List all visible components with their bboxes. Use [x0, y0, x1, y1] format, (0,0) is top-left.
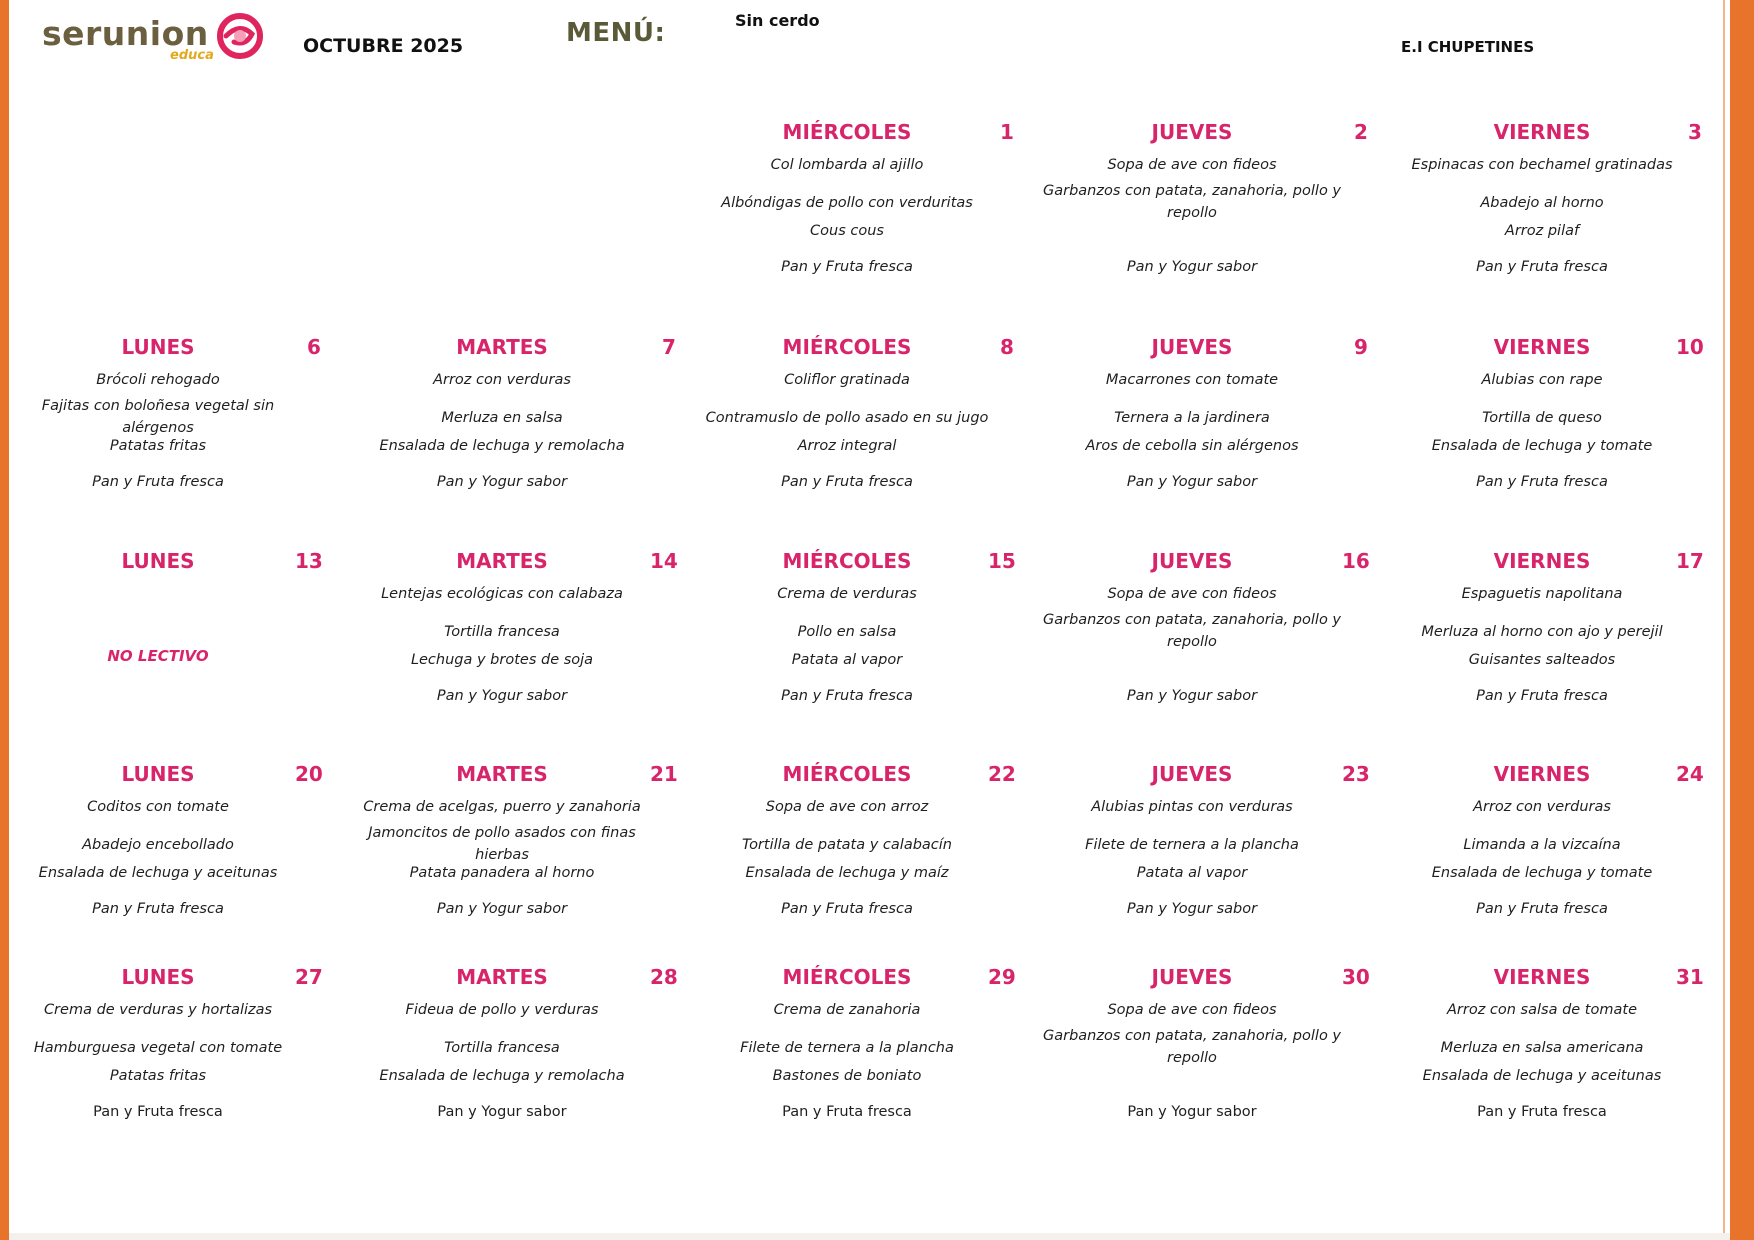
- dish-second-course: Garbanzos con patata, zanahoria, pollo y repollo: [1042, 1028, 1342, 1066]
- dish-side: Patatas fritas: [109, 1068, 207, 1084]
- dish-dessert: Pan y Fruta fresca: [781, 474, 913, 490]
- day-name: MARTES: [456, 335, 548, 359]
- day-cell: [14, 549, 323, 744]
- dish-side: Patata al vapor: [791, 652, 903, 668]
- day-cell: [14, 335, 321, 530]
- day-name: VIERNES: [1493, 965, 1591, 989]
- day-number: 7: [662, 335, 676, 359]
- dish-dessert: Pan y Fruta fresca: [92, 474, 224, 490]
- day-cell: [1042, 335, 1368, 530]
- dish-side: Lechuga y brotes de soja: [410, 652, 594, 668]
- day-number: 2: [1354, 120, 1368, 144]
- dish-second-course: Pollo en salsa: [797, 624, 897, 640]
- dish-second-course: Garbanzos con patata, zanahoria, pollo y repollo: [1042, 612, 1342, 650]
- dish-first-course: Col lombarda al ajillo: [770, 157, 924, 173]
- dish-side: Patata al vapor: [1136, 865, 1248, 881]
- dish-dessert: Pan y Yogur sabor: [1127, 1104, 1257, 1120]
- day-number: 8: [1000, 335, 1014, 359]
- dish-side: Guisantes salteados: [1468, 652, 1616, 668]
- dish-first-course: Coditos con tomate: [87, 799, 229, 815]
- dish-second-course: Contramuslo de pollo asado en su jugo: [705, 410, 989, 426]
- no-lectivo-label: NO LECTIVO: [107, 647, 209, 665]
- day-cell: [700, 965, 1016, 1160]
- dish-dessert: Pan y Fruta fresca: [1476, 901, 1608, 917]
- dish-second-course: Abadejo encebollado: [82, 837, 234, 853]
- dish-dessert: Pan y Yogur sabor: [436, 474, 568, 490]
- dish-dessert: Pan y Fruta fresca: [1476, 259, 1608, 275]
- dish-first-course: Sopa de ave con fideos: [1107, 157, 1277, 173]
- dish-side: Arroz integral: [797, 438, 897, 454]
- day-number: 22: [988, 762, 1016, 786]
- dish-first-course: Fideua de pollo y verduras: [405, 1002, 599, 1018]
- day-cell: [1042, 120, 1368, 315]
- day-number: 24: [1676, 762, 1704, 786]
- diet-label: Sin cerdo: [735, 11, 820, 30]
- dish-side: Ensalada de lechuga y tomate: [1431, 438, 1653, 454]
- dish-side: Arroz pilaf: [1504, 223, 1580, 239]
- day-name: JUEVES: [1151, 549, 1233, 573]
- day-name: JUEVES: [1151, 762, 1233, 786]
- dish-first-course: Arroz con salsa de tomate: [1446, 1002, 1637, 1018]
- day-cell: [1392, 762, 1704, 957]
- day-name: MARTES: [456, 549, 548, 573]
- dish-second-course: Hamburguesa vegetal con tomate: [33, 1040, 283, 1056]
- dish-second-course: Tortilla de queso: [1482, 410, 1602, 426]
- dish-first-course: Espinacas con bechamel gratinadas: [1411, 157, 1673, 173]
- day-number: 17: [1676, 549, 1704, 573]
- day-name: VIERNES: [1493, 549, 1591, 573]
- day-name: JUEVES: [1151, 965, 1233, 989]
- dish-dessert: Pan y Yogur sabor: [436, 688, 568, 704]
- school-name: E.I CHUPETINES: [1401, 38, 1535, 56]
- dish-first-course: Alubias con rape: [1481, 372, 1603, 388]
- day-name: JUEVES: [1151, 120, 1233, 144]
- day-number: 13: [295, 549, 323, 573]
- dish-dessert: Pan y Fruta fresca: [93, 1104, 223, 1120]
- day-cell: [356, 549, 678, 744]
- dish-side: Ensalada de lechuga y maíz: [745, 865, 949, 881]
- day-cell: [1392, 549, 1704, 744]
- page-edge-right: [1730, 0, 1754, 1240]
- day-cell: [356, 335, 676, 530]
- dish-second-course: Tortilla francesa: [444, 1040, 560, 1056]
- day-cell: [1042, 965, 1370, 1160]
- day-cell: [356, 965, 678, 1160]
- day-name: LUNES: [121, 965, 195, 989]
- day-cell: [700, 335, 1014, 530]
- dish-dessert: Pan y Yogur sabor: [437, 1104, 567, 1120]
- dish-dessert: Pan y Fruta fresca: [1476, 474, 1608, 490]
- day-name: MIÉRCOLES: [782, 965, 912, 989]
- day-cell: [1392, 335, 1704, 530]
- dish-side: Ensalada de lechuga y tomate: [1431, 865, 1653, 881]
- dish-side: Patata panadera al horno: [409, 865, 595, 881]
- dish-second-course: Garbanzos con patata, zanahoria, pollo y repollo: [1042, 183, 1342, 221]
- dish-dessert: Pan y Fruta fresca: [781, 688, 913, 704]
- dish-first-course: Crema de acelgas, puerro y zanahoria: [363, 799, 641, 815]
- dish-first-course: Sopa de ave con fideos: [1107, 1002, 1277, 1018]
- dish-first-course: Crema de verduras: [777, 586, 917, 602]
- dish-second-course: Merluza en salsa: [441, 410, 563, 426]
- day-number: 16: [1342, 549, 1370, 573]
- day-number: 20: [295, 762, 323, 786]
- dish-second-course: Abadejo al horno: [1480, 195, 1604, 211]
- dish-dessert: Pan y Yogur sabor: [436, 901, 568, 917]
- day-number: 10: [1676, 335, 1704, 359]
- day-name: MIÉRCOLES: [782, 335, 912, 359]
- dish-second-course: Albóndigas de pollo con verduritas: [721, 195, 973, 211]
- dish-side: Ensalada de lechuga y aceitunas: [1422, 1068, 1662, 1084]
- dish-first-course: Arroz con verduras: [433, 372, 571, 388]
- dish-side: Ensalada de lechuga y remolacha: [379, 1068, 625, 1084]
- day-number: 1: [1000, 120, 1014, 144]
- dish-dessert: Pan y Fruta fresca: [781, 259, 913, 275]
- page-edge-right-line: [1723, 0, 1725, 1240]
- day-number: 23: [1342, 762, 1370, 786]
- day-name: LUNES: [121, 762, 195, 786]
- day-name: MIÉRCOLES: [782, 762, 912, 786]
- day-name: VIERNES: [1493, 120, 1591, 144]
- day-name: MIÉRCOLES: [782, 549, 912, 573]
- dish-second-course: Limanda a la vizcaína: [1463, 837, 1621, 853]
- dish-dessert: Pan y Yogur sabor: [1126, 259, 1258, 275]
- dish-second-course: Fajitas con boloñesa vegetal sin alérgenos: [41, 398, 275, 436]
- dish-dessert: Pan y Fruta fresca: [782, 1104, 912, 1120]
- day-name: MARTES: [456, 965, 548, 989]
- dish-second-course: Ternera a la jardinera: [1114, 410, 1270, 426]
- day-number: 15: [988, 549, 1016, 573]
- day-cell: [1392, 965, 1704, 1160]
- day-cell: [1042, 549, 1370, 744]
- menu-month: OCTUBRE 2025: [303, 35, 464, 57]
- day-cell: [1392, 120, 1702, 315]
- day-name: VIERNES: [1493, 762, 1591, 786]
- serunion-logo: [42, 12, 262, 64]
- dish-first-course: Sopa de ave con arroz: [765, 799, 929, 815]
- day-cell: [14, 965, 323, 1160]
- logo-swirl-icon: [216, 12, 264, 60]
- dish-first-course: Crema de zanahoria: [773, 1002, 921, 1018]
- day-number: 31: [1676, 965, 1704, 989]
- dish-second-course: Merluza en salsa americana: [1440, 1040, 1644, 1056]
- dish-second-course: Tortilla de patata y calabacín: [742, 837, 952, 853]
- dish-second-course: Filete de ternera a la plancha: [1085, 837, 1299, 853]
- dish-first-course: Brócoli rehogado: [96, 372, 220, 388]
- dish-first-course: Alubias pintas con verduras: [1091, 799, 1293, 815]
- day-number: 9: [1354, 335, 1368, 359]
- day-name: MARTES: [456, 762, 548, 786]
- dish-second-course: Filete de ternera a la plancha: [740, 1040, 954, 1056]
- dish-dessert: Pan y Yogur sabor: [1126, 688, 1258, 704]
- dish-side: Cous cous: [810, 223, 884, 239]
- dish-first-course: Coliflor gratinada: [784, 372, 910, 388]
- day-cell: [14, 762, 323, 957]
- dish-dessert: Pan y Fruta fresca: [781, 901, 913, 917]
- dish-side: Ensalada de lechuga y remolacha: [379, 438, 625, 454]
- page-edge-bottom: [9, 1233, 1730, 1240]
- day-name: JUEVES: [1151, 335, 1233, 359]
- day-number: 14: [650, 549, 678, 573]
- dish-dessert: Pan y Yogur sabor: [1126, 474, 1258, 490]
- menu-heading: MENÚ:: [566, 18, 666, 48]
- day-name: VIERNES: [1493, 335, 1591, 359]
- logo-sub-text: educa: [170, 48, 214, 63]
- day-name: MIÉRCOLES: [782, 120, 912, 144]
- day-number: 21: [650, 762, 678, 786]
- dish-second-course: Jamoncitos de pollo asados con finas hierbas: [368, 825, 636, 863]
- logo-brand-text: serunion: [42, 14, 209, 53]
- day-number: 6: [307, 335, 321, 359]
- day-number: 28: [650, 965, 678, 989]
- dish-side: Ensalada de lechuga y aceitunas: [38, 865, 278, 881]
- day-cell: [700, 762, 1016, 957]
- day-cell: [700, 549, 1016, 744]
- day-number: 29: [988, 965, 1016, 989]
- dish-dessert: Pan y Fruta fresca: [1476, 688, 1608, 704]
- dish-dessert: Pan y Fruta fresca: [92, 901, 224, 917]
- dish-side: Patatas fritas: [109, 438, 207, 454]
- day-name: LUNES: [121, 335, 195, 359]
- dish-dessert: Pan y Yogur sabor: [1126, 901, 1258, 917]
- dish-second-course: Tortilla francesa: [444, 624, 560, 640]
- dish-first-course: Crema de verduras y hortalizas: [43, 1002, 273, 1018]
- day-cell: [356, 762, 678, 957]
- dish-side: Bastones de boniato: [772, 1068, 922, 1084]
- dish-first-course: Lentejas ecológicas con calabaza: [381, 586, 623, 602]
- day-name: LUNES: [121, 549, 195, 573]
- day-cell: [700, 120, 1014, 315]
- dish-first-course: Sopa de ave con fideos: [1107, 586, 1277, 602]
- dish-dessert: Pan y Fruta fresca: [1477, 1104, 1607, 1120]
- dish-side: Aros de cebolla sin alérgenos: [1085, 438, 1299, 454]
- dish-first-course: Macarrones con tomate: [1105, 372, 1279, 388]
- dish-first-course: Espaguetis napolitana: [1461, 586, 1623, 602]
- day-number: 27: [295, 965, 323, 989]
- dish-second-course: Merluza al horno con ajo y perejil: [1421, 624, 1663, 640]
- day-cell: [1042, 762, 1370, 957]
- dish-first-course: Arroz con verduras: [1473, 799, 1611, 815]
- page-edge-left: [0, 0, 9, 1240]
- day-number: 30: [1342, 965, 1370, 989]
- day-number: 3: [1688, 120, 1702, 144]
